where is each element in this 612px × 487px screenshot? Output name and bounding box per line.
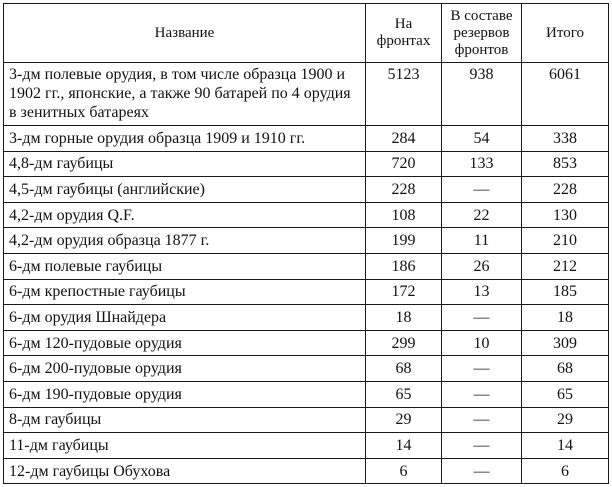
row-name: 6-дм полевые гаубицы xyxy=(4,253,366,279)
row-name: 8-дм гаубицы xyxy=(4,407,366,433)
row-total: 212 xyxy=(522,253,609,279)
table-row xyxy=(4,177,609,203)
row-reserves: 133 xyxy=(442,151,522,177)
row-total: 14 xyxy=(522,433,609,459)
table-row xyxy=(4,279,609,305)
row-fronts: 5123 xyxy=(366,63,442,126)
row-name: 3-дм полевые орудия, в том числе образца 1900 и 1902 гг., японские, а также 90 батарей по 4 орудия в зенитных батареях xyxy=(4,63,366,126)
header-row xyxy=(4,4,609,63)
row-total: 853 xyxy=(522,151,609,177)
row-reserves: — xyxy=(442,177,522,203)
row-reserves: — xyxy=(442,305,522,331)
row-fronts: 186 xyxy=(366,253,442,279)
row-reserves: 10 xyxy=(442,330,522,356)
row-fronts: 14 xyxy=(366,433,442,459)
row-name: 4,2-дм орудия Q.F. xyxy=(4,202,366,228)
header-reserves: В составе резервов фронтов xyxy=(442,4,522,63)
row-name: 12-дм гаубицы Обухова xyxy=(4,458,366,484)
row-fronts: 228 xyxy=(366,177,442,203)
row-reserves: 938 xyxy=(442,63,522,126)
artillery-table xyxy=(3,3,609,484)
row-total: 210 xyxy=(522,228,609,254)
row-total: 338 xyxy=(522,126,609,152)
table-row xyxy=(4,228,609,254)
row-name: 6-дм орудия Шнайдера xyxy=(4,305,366,331)
row-name: 4,5-дм гаубицы (английские) xyxy=(4,177,366,203)
row-fronts: 720 xyxy=(366,151,442,177)
row-reserves: 13 xyxy=(442,279,522,305)
table-row xyxy=(4,356,609,382)
table-row xyxy=(4,63,609,126)
table-row xyxy=(4,330,609,356)
row-fronts: 29 xyxy=(366,407,442,433)
table-row xyxy=(4,407,609,433)
row-reserves: — xyxy=(442,458,522,484)
row-reserves: 54 xyxy=(442,126,522,152)
table-row xyxy=(4,433,609,459)
row-fronts: 108 xyxy=(366,202,442,228)
table-row xyxy=(4,381,609,407)
row-reserves: — xyxy=(442,407,522,433)
row-total: 68 xyxy=(522,356,609,382)
row-fronts: 199 xyxy=(366,228,442,254)
table-row xyxy=(4,253,609,279)
table-row xyxy=(4,151,609,177)
row-fronts: 6 xyxy=(366,458,442,484)
row-fronts: 68 xyxy=(366,356,442,382)
row-name: 3-дм горные орудия образца 1909 и 1910 гг. xyxy=(4,126,366,152)
row-total: 29 xyxy=(522,407,609,433)
row-total: 65 xyxy=(522,381,609,407)
row-total: 130 xyxy=(522,202,609,228)
header-name: Название xyxy=(4,4,366,63)
row-total: 228 xyxy=(522,177,609,203)
table-row xyxy=(4,126,609,152)
row-fronts: 18 xyxy=(366,305,442,331)
row-fronts: 284 xyxy=(366,126,442,152)
row-name: 11-дм гаубицы xyxy=(4,433,366,459)
table-body xyxy=(4,63,609,484)
row-name: 6-дм 200-пудовые орудия xyxy=(4,356,366,382)
row-fronts: 172 xyxy=(366,279,442,305)
header-fronts: На фронтах xyxy=(366,4,442,63)
header-total: Итого xyxy=(522,4,609,63)
row-total: 18 xyxy=(522,305,609,331)
row-name: 6-дм 190-пудовые орудия xyxy=(4,381,366,407)
table-row xyxy=(4,202,609,228)
table-row xyxy=(4,458,609,484)
row-total: 309 xyxy=(522,330,609,356)
row-reserves: — xyxy=(442,381,522,407)
row-name: 4,2-дм орудия образца 1877 г. xyxy=(4,228,366,254)
row-name: 4,8-дм гаубицы xyxy=(4,151,366,177)
row-name: 6-дм 120-пудовые орудия xyxy=(4,330,366,356)
row-reserves: 22 xyxy=(442,202,522,228)
row-reserves: 26 xyxy=(442,253,522,279)
row-reserves: 11 xyxy=(442,228,522,254)
row-total: 185 xyxy=(522,279,609,305)
table-row xyxy=(4,305,609,331)
row-reserves: — xyxy=(442,433,522,459)
row-fronts: 65 xyxy=(366,381,442,407)
row-reserves: — xyxy=(442,356,522,382)
row-name: 6-дм крепостные гаубицы xyxy=(4,279,366,305)
row-total: 6 xyxy=(522,458,609,484)
row-total: 6061 xyxy=(522,63,609,126)
row-fronts: 299 xyxy=(366,330,442,356)
